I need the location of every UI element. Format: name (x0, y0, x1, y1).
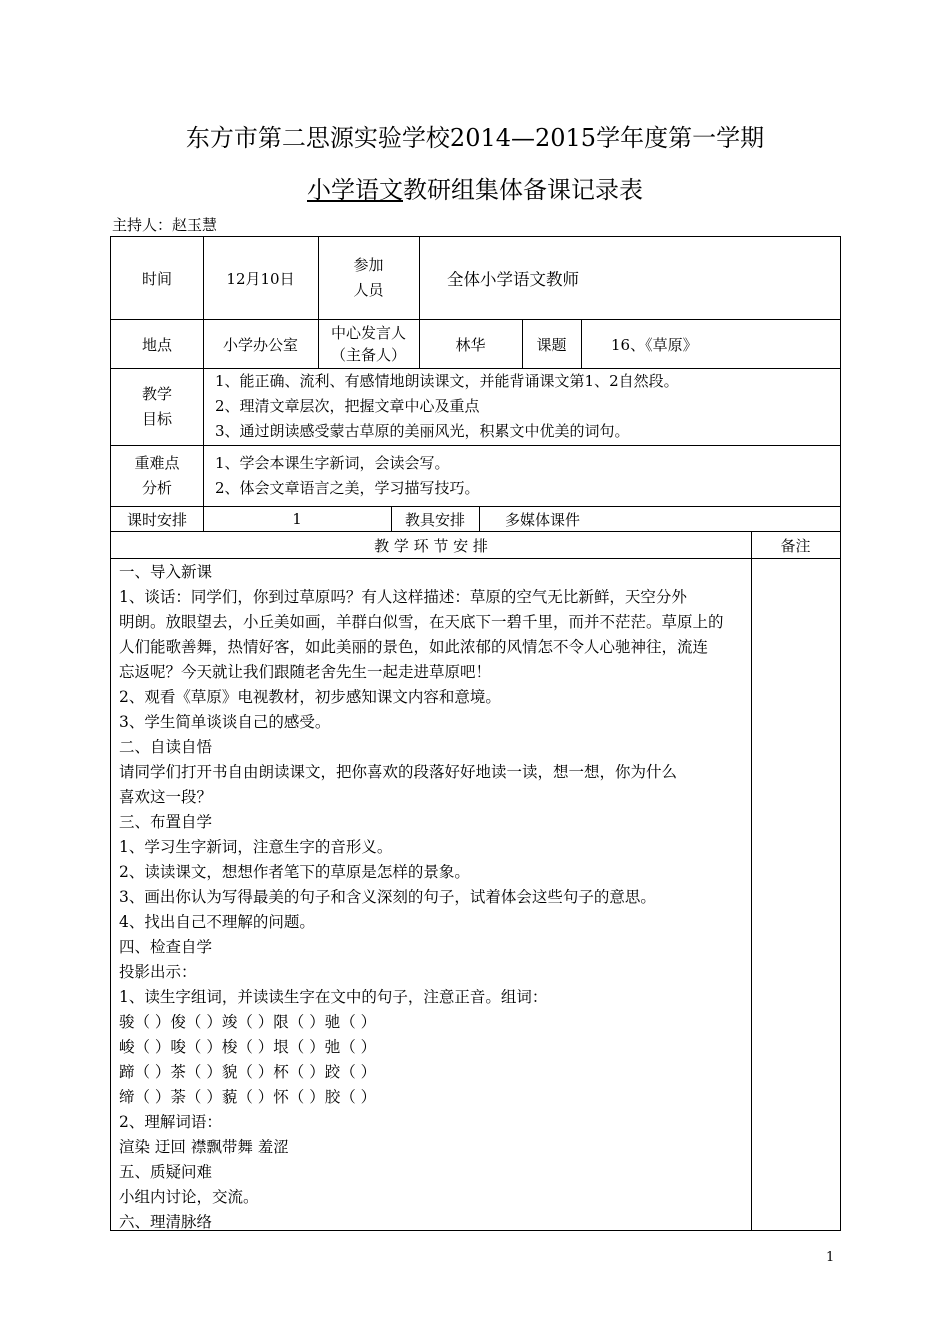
process-line: 1、谈话：同学们，你到过草原吗？有人这样描述：草原的空气无比新鲜，天空分外 (119, 588, 687, 606)
title-line2-rest: 教研组集体备课记录表 (403, 176, 643, 204)
process-line: 2、理解词语： (119, 1113, 222, 1131)
process-line: 三、布置自学 (119, 813, 213, 831)
place-value: 小学办公室 (222, 335, 298, 354)
process-line: 骏（ ）俊（ ）竣（ ）限（ ）驰（ ） (119, 1013, 377, 1031)
time-label: 时间 (141, 269, 172, 288)
difficulty-label: 重难点 分析 (134, 454, 180, 497)
process-line: 喜欢这一段？ (119, 788, 213, 806)
info-row-time (110, 236, 841, 320)
goal-item: 3、通过朗读感受蒙古草原的美丽风光，积累文中优美的词句。 (215, 422, 630, 440)
goal-item: 1、能正确、流利、有感情地朗读课文，并能背诵课文第1、2自然段。 (215, 372, 679, 390)
difficulty-item: 1、学会本课生字新词，会读会写。 (215, 454, 450, 472)
topic-label: 课题 (536, 335, 567, 354)
info-row-place (110, 319, 841, 369)
process-line: 3、画出你认为写得最美的句子和含义深刻的句子，试着体会这些句子的意思。 (119, 888, 656, 906)
process-line: 缔（ ）荼（ ）藐（ ）怀（ ）胶（ ） (119, 1088, 377, 1106)
page-number: 1 (826, 1250, 835, 1265)
process-line: 渲染 迂回 襟飘带舞 羞涩 (119, 1138, 289, 1156)
participants-value: 全体小学语文教师 (447, 270, 579, 289)
difficulty-item: 2、体会文章语言之美，学习描写技巧。 (215, 479, 480, 497)
goals-row (110, 368, 841, 446)
hours-value: 1 (292, 510, 302, 528)
process-line: 投影出示： (119, 963, 197, 981)
speaker-value: 林华 (455, 335, 486, 354)
process-body (111, 558, 751, 1230)
process-line: 五、质疑问难 (119, 1163, 213, 1181)
process-line: 小组内讨论，交流。 (119, 1188, 259, 1206)
process-line: 4、找出自己不理解的问题。 (119, 913, 315, 931)
process-line: 明朗。放眼望去，小丘美如画，羊群白似雪，在天底下一碧千里，而并不茫茫。草原上的 (119, 613, 724, 631)
process-line: 四、检查自学 (119, 938, 213, 956)
process-header: 教 学 环 节 安 排 (374, 536, 488, 555)
document-title-line1: 东方市第二思源实验学校2014—2015学年度第一学期 (185, 124, 765, 152)
process-line: 1、学习生字新词，注意生字的音形义。 (119, 838, 393, 856)
process-line: 蹄（ ）茶（ ）貌（ ）杯（ ）跤（ ） (119, 1063, 377, 1081)
process-line: 人们能歌善舞，热情好客，如此美丽的景色，如此浓郁的风情怎不令人心驰神往，流连 (119, 638, 709, 656)
process-line: 2、观看《草原》电视教材，初步感知课文内容和意境。 (119, 688, 501, 706)
place-label: 地点 (141, 335, 172, 354)
time-value: 12月10日 (226, 269, 295, 288)
process-line: 峻（ ）唆（ ）梭（ ）垠（ ）弛（ ） (119, 1038, 377, 1056)
host-label: 主持人：赵玉慧 (112, 216, 218, 234)
process-line: 3、学生简单谈谈自己的感受。 (119, 713, 331, 731)
subject-underlined: 小学语文 (307, 176, 403, 204)
process-line: 请同学们打开书自由朗读课文，把你喜欢的段落好好地读一读，想一想，你为什么 (119, 763, 678, 781)
document-title-line2 (0, 170, 950, 205)
process-line: 六、理清脉络 (119, 1213, 213, 1231)
topic-value: 16、《草原》 (611, 335, 698, 354)
goals-label: 教学 目标 (141, 385, 172, 428)
process-line: 2、读读课文，想想作者笔下的草原是怎样的景象。 (119, 863, 470, 881)
process-section (110, 531, 841, 1231)
difficulty-row (110, 445, 841, 507)
tools-label: 教具安排 (404, 510, 465, 529)
process-line: 一、导入新课 (119, 563, 213, 581)
hours-label: 课时安排 (126, 510, 187, 529)
schedule-row (110, 506, 841, 532)
process-line: 二、自读自悟 (119, 738, 213, 756)
notes-header: 备注 (780, 536, 811, 555)
participants-label: 参加 人员 (353, 256, 384, 299)
speaker-label: 中心发言人 （主备人） (330, 324, 406, 364)
goal-item: 2、理清文章层次，把握文章中心及重点 (215, 397, 480, 415)
process-line: 忘返呢？今天就让我们跟随老舍先生一起走进草原吧！ (119, 663, 492, 681)
process-line: 1、读生字组词，并读读生字在文中的句子，注意正音。组词： (119, 988, 548, 1006)
tools-value: 多媒体课件 (505, 510, 581, 529)
